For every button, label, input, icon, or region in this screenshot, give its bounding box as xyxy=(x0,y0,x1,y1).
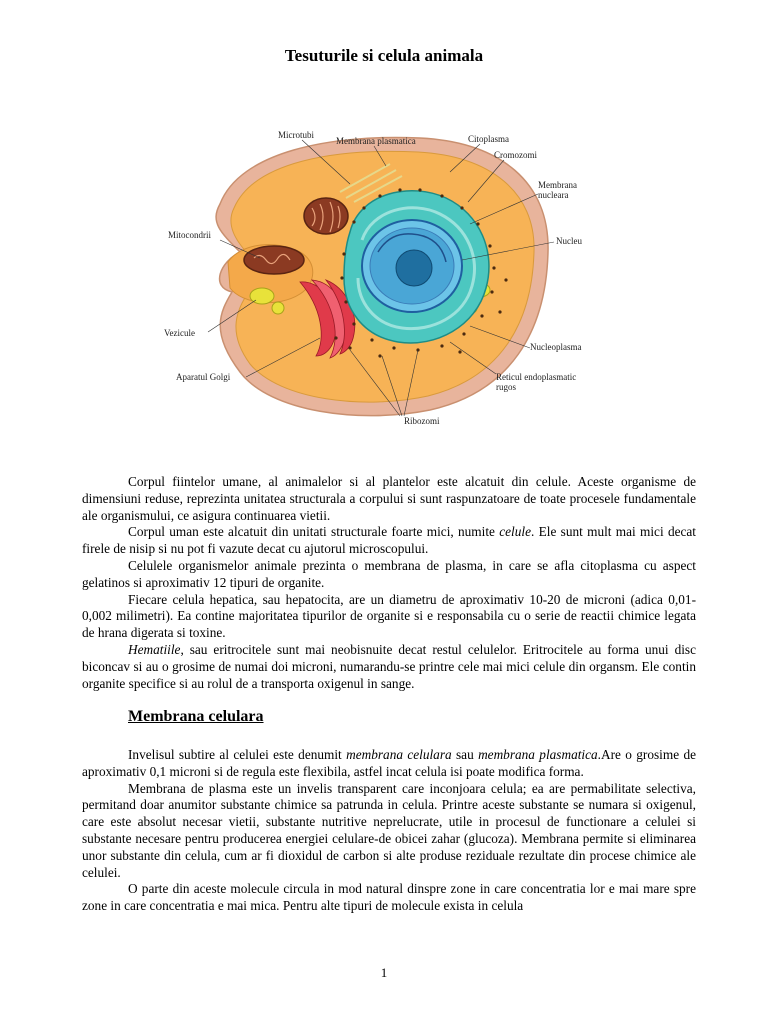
section-heading-membrana: Membrana celulara xyxy=(128,708,264,725)
intro-paragraph-5: Hematiile, sau eritrocitele sunt mai neobisnuite decat restul celulelor. Eritrocitele au forma unui disc biconcav si au o grosime de numai doi microni, numarandu-se printre cele mai mici celule din organsm. Ele contin organite specifice si au rolul de a transporta oxigenul in sange. xyxy=(82,641,696,691)
page-number: 1 xyxy=(380,965,388,980)
label-nucleu: Nucleu xyxy=(556,236,582,246)
membrana-paragraph-2: Membrana de plasma este un invelis transparent care inconjoara celula; ea are permabilitate selectiva, permitand doar anumitor substante chimice sa patrunda in celula. Printre aceste substante se numara si oxigenul, care este absolut necesar vietii, substante nutritive neprelucrate, utile in procesul de functionare a celulei si substante necesare pentru producerea energiei celulare-de obicei zahar (glucoza). Membrana permite si eliminarea unor substante din celula, cum ar fi dioxidul de carbon si alte produse reziduale rezultate din procese chimice ale celulei. xyxy=(82,780,696,880)
label-membrana-nucleara-2: nucleara xyxy=(538,190,569,200)
page-title: Tesuturile si celula animala xyxy=(284,46,484,65)
label-membrana-nucleara-1: Membrana xyxy=(538,180,577,190)
label-ribozomi: Ribozomi xyxy=(404,416,440,426)
membrana-paragraph-1: Invelisul subtire al celulei este denumit membrana celulara sau membrana plasmatica.Are o grosime de aproximativ 0,1 microni si de regula este flexibila, astfel incat celula isi poate modifica forma. xyxy=(82,747,697,779)
label-membrana-plasmatica: Membrana plasmatica xyxy=(336,136,416,146)
label-reticul-1: Reticul endoplasmatic xyxy=(496,372,577,382)
label-vezicule: Vezicule xyxy=(164,328,195,338)
label-aparatul-golgi: Aparatul Golgi xyxy=(176,372,231,382)
membrana-paragraph-3: O parte din aceste molecule circula in mod natural dinspre zone in care concentratia lor e mai mare spre zone in care concentratia e mai mica. Pentru alte tipuri de molecule exista in celula xyxy=(82,881,696,914)
intro-paragraph-4: Fiecare celula hepatica, sau hepatocita, are un diametru de aproximativ 10-20 de microni (adica 0,01-0,002 milimetri). Ea contine majoritatea tipurilor de organite si e responsabila cu o serie de reactii chimice legata de hrana digerata si toxine. xyxy=(82,591,696,641)
intro-paragraph-1: Corpul fiintelor umane, al animalelor si al plantelor este alcatuit din celule. Aceste organisme de dimensiuni reduse, reprezinta unitatea structurala a corpului si sunt raspunzatoare de toate procesele fundamentale ale organismului, ce asigura continuarea vietii. xyxy=(82,474,696,523)
intro-paragraph-2: Corpul uman este alcatuit din unitati structurale foarte mici, numite celule. Ele sunt mult mai mici decat firele de nisip si nu pot fi vazute decat cu ajutorul microscopului. xyxy=(82,524,697,557)
label-nucleoplasma: Nucleoplasma xyxy=(530,342,582,352)
label-microtubi: Microtubi xyxy=(278,130,314,140)
intro-section xyxy=(82,474,696,692)
membrana-section xyxy=(82,747,696,915)
label-cromozomi: Cromozomi xyxy=(494,150,537,160)
animal-cell-diagram xyxy=(150,112,628,452)
nucleolus-shape xyxy=(396,250,432,286)
label-mitocondrii: Mitocondrii xyxy=(168,230,211,240)
intro-paragraph-3: Celulele organismelor animale prezinta o membrana de plasma, in care se afla citoplasma cu aspect gelatinos si aproximativ 12 tipuri de organite. xyxy=(82,557,696,590)
label-citoplasma: Citoplasma xyxy=(468,134,509,144)
label-reticul-2: rugos xyxy=(496,382,516,392)
